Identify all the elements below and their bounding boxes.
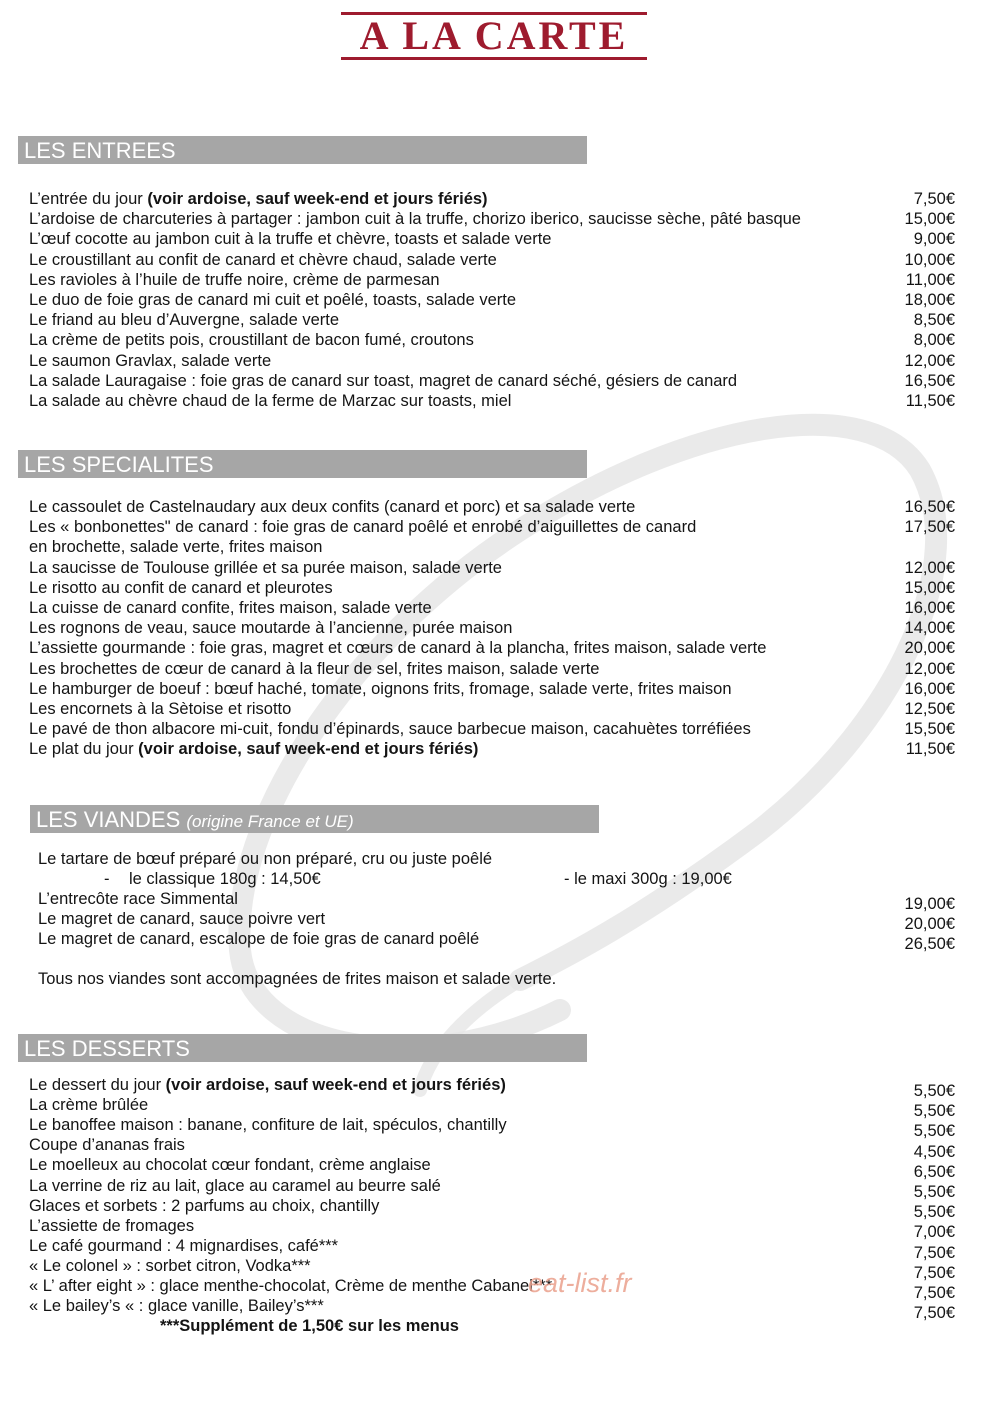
supplement-note: ***Supplément de 1,50€ sur les menus bbox=[160, 1317, 459, 1335]
menu-item-text: Coupe d’ananas frais bbox=[29, 1136, 185, 1155]
menu-item-name bbox=[29, 250, 497, 270]
menu-item-text: Les ravioles à l’huile de truffe noire, crème de parmesan bbox=[29, 270, 440, 289]
menu-item-price: 17,50€ bbox=[904, 518, 955, 537]
menu-item-name bbox=[29, 290, 516, 310]
menu-item-name bbox=[29, 1216, 194, 1236]
menu-item bbox=[29, 1276, 955, 1296]
menu-item-text: Les brochettes de cœur de canard à la fleur de sel, frites maison, salade verte bbox=[29, 659, 600, 678]
menu-item-text: La crème de petits pois, croustillant de bacon fumé, croutons bbox=[29, 331, 474, 350]
menu-item-name bbox=[29, 719, 751, 739]
menu-item-price: 4,50€ bbox=[913, 1142, 955, 1161]
menu-item-name bbox=[29, 517, 696, 537]
menu-item-text: Le duo de foie gras de canard mi cuit et poêlé, toasts, salade verte bbox=[29, 291, 517, 309]
menu-item-price: 20,00€ bbox=[904, 639, 955, 658]
menu-item-note: (voir ardoise, sauf week-end et jours fériés) bbox=[165, 1076, 506, 1094]
tartare-maxi: - le maxi 300g : 19,00€ bbox=[564, 870, 732, 888]
tartare-classique: le classique 180g : 14,50€ bbox=[129, 870, 321, 888]
menu-item-price: 16,00€ bbox=[904, 599, 955, 617]
menu-item bbox=[29, 659, 955, 679]
menu-item-price: 7,50€ bbox=[913, 1284, 955, 1302]
menu-item-price: 11,50€ bbox=[905, 740, 955, 759]
section-header-viandes-sub: (origine France et UE) bbox=[186, 812, 354, 831]
menu-item bbox=[29, 1256, 955, 1276]
menu-item bbox=[29, 270, 955, 290]
menu-item-text: Le cassoulet de Castelnaudary aux deux confits (canard et porc) et sa salade verte bbox=[29, 498, 636, 516]
menu-item bbox=[29, 598, 955, 618]
menu-item-name bbox=[29, 209, 801, 229]
menu-item-name bbox=[29, 371, 737, 391]
menu-item-text: Le saumon Gravlax, salade verte bbox=[29, 351, 272, 370]
menu-item-price: 11,00€ bbox=[905, 270, 955, 289]
menu-item-note: (voir ardoise, sauf week-end et jours fériés) bbox=[138, 740, 479, 759]
menu-item bbox=[29, 1296, 955, 1316]
menu-item-name bbox=[29, 558, 502, 578]
menu-item-price: 15,50€ bbox=[904, 720, 955, 739]
menu-item-name bbox=[29, 1155, 431, 1175]
menu-item bbox=[29, 679, 955, 699]
menu-item-name bbox=[29, 229, 551, 249]
menu-item-name bbox=[29, 618, 512, 638]
menu-item-price: 5,50€ bbox=[913, 1203, 955, 1222]
menu-item-text: La cuisse de canard confite, frites maison, salade verte bbox=[29, 599, 432, 617]
menu-item-price: 12,50€ bbox=[904, 700, 955, 718]
menu-item bbox=[29, 699, 955, 719]
menu-item-price: 7,50€ bbox=[913, 1243, 955, 1262]
menu-item-price: 8,00€ bbox=[913, 331, 955, 350]
menu-item-name bbox=[29, 699, 291, 719]
menu-item-name bbox=[29, 598, 432, 618]
menu-item-text: L’œuf cocotte au jambon cuit à la truffe et chèvre, toasts et salade verte bbox=[29, 230, 552, 249]
menu-item bbox=[29, 1176, 955, 1196]
menu-item-price: 15,00€ bbox=[904, 578, 955, 597]
menu-item-text: Le croustillant au confit de canard et chèvre chaud, salade verte bbox=[29, 250, 497, 269]
menu-item-text: La salade Lauragaise : foie gras de canard sur toast, magret de canard séché, gésiers de canard bbox=[29, 371, 738, 390]
menu-item bbox=[29, 497, 955, 517]
menu-item-price: 10,00€ bbox=[904, 250, 955, 269]
menu-item-price: 11,50€ bbox=[905, 392, 955, 410]
menu-item bbox=[29, 578, 955, 598]
menu-item-name: Le magret de canard, sauce poivre vert bbox=[38, 910, 326, 929]
menu-item-name: Le magret de canard, escalope de foie gras de canard poêlé bbox=[38, 930, 480, 949]
menu-item-text: en brochette, salade verte, frites maison bbox=[29, 538, 323, 557]
menu-item-price: 9,00€ bbox=[913, 230, 955, 249]
menu-item-name bbox=[29, 638, 766, 658]
menu-item-name bbox=[29, 1256, 311, 1276]
menu-item bbox=[29, 391, 955, 411]
watermark-text: eat-list.fr bbox=[528, 1268, 632, 1298]
menu-item-text: Le risotto au confit de canard et pleurotes bbox=[29, 578, 333, 597]
menu-item bbox=[29, 1155, 955, 1175]
menu-item-price: 16,50€ bbox=[904, 371, 955, 390]
menu-item-text: L’ardoise de charcuteries à partager : jambon cuit à la truffe, chorizo iberico, saucisse sèche, pâté basque bbox=[29, 210, 801, 229]
menu-item bbox=[29, 209, 955, 229]
menu-item-name bbox=[29, 659, 599, 679]
menu-item-name bbox=[29, 310, 339, 330]
menu-item bbox=[29, 558, 955, 578]
menu-item-price: 6,50€ bbox=[913, 1162, 955, 1181]
menu-item-text: Les rognons de veau, sauce moutarde à l’ancienne, purée maison bbox=[29, 619, 513, 638]
section-header-viandes bbox=[30, 805, 599, 833]
menu-item-name bbox=[29, 330, 474, 350]
menu-item-price: 5,50€ bbox=[913, 1082, 955, 1100]
menu-item-price: 18,00€ bbox=[904, 291, 955, 309]
menu-item-name bbox=[29, 1115, 507, 1135]
menu-item-text: « Le bailey’s « : glace vanille, Bailey’s*** bbox=[29, 1297, 324, 1316]
menu-item-text: La crème brûlée bbox=[29, 1096, 149, 1115]
menu-item-text: L’entrée du jour bbox=[29, 190, 148, 208]
menu-item-name bbox=[29, 679, 732, 699]
menu-item-text: L’assiette gourmande : foie gras, magret et cœurs de canard à la plancha, frites maison, salade verte bbox=[29, 639, 767, 658]
menu-item bbox=[29, 330, 955, 350]
menu-item-text: « L’ after eight » : glace menthe-chocolat, Crème de menthe Cabanel*** bbox=[29, 1277, 553, 1295]
menu-item bbox=[29, 229, 955, 249]
menu-item-text: L’assiette de fromages bbox=[29, 1216, 195, 1235]
menu-item bbox=[29, 638, 955, 658]
menu-item-name bbox=[29, 739, 478, 759]
section-header-specialites: LES SPECIALITES bbox=[18, 450, 587, 478]
menu-item-name: L’entrecôte race Simmental bbox=[38, 890, 238, 908]
section-header-entrees: LES ENTREES bbox=[18, 136, 587, 164]
menu-item-text: Glaces et sorbets : 2 parfums au choix, chantilly bbox=[29, 1196, 380, 1215]
tartare-dash: - bbox=[104, 870, 110, 888]
menu-item bbox=[29, 189, 955, 209]
menu-item-name bbox=[29, 1276, 552, 1296]
menu-item-price: 16,00€ bbox=[904, 679, 955, 698]
menu-item-name bbox=[29, 1075, 506, 1095]
menu-item-price: 20,00€ bbox=[904, 915, 955, 934]
menu-item-name bbox=[29, 391, 511, 411]
menu-item-name bbox=[29, 578, 333, 598]
menu-item bbox=[29, 537, 955, 557]
menu-item-price: 12,00€ bbox=[904, 351, 955, 370]
menu-item-price: 5,50€ bbox=[913, 1102, 955, 1121]
menu-item bbox=[29, 371, 955, 391]
tartare-description: Le tartare de bœuf préparé ou non préparé, cru ou juste poêlé bbox=[38, 850, 493, 868]
menu-item-name bbox=[29, 189, 488, 209]
menu-item-text: Le plat du jour bbox=[29, 740, 139, 759]
menu-item-text: La verrine de riz au lait, glace au caramel au beurre salé bbox=[29, 1176, 441, 1195]
menu-item-price: 7,50€ bbox=[913, 190, 955, 208]
menu-item-text: Le café gourmand : 4 mignardises, café*** bbox=[29, 1236, 339, 1255]
menu-item bbox=[29, 517, 955, 537]
menu-item-price: 26,50€ bbox=[904, 935, 955, 954]
menu-item-name bbox=[29, 1135, 185, 1155]
menu-item-name bbox=[29, 1296, 324, 1316]
menu-item bbox=[29, 1075, 955, 1095]
menu-item-text: « Le colonel » : sorbet citron, Vodka*** bbox=[29, 1256, 311, 1275]
menu-item bbox=[29, 351, 955, 371]
menu-item-text: Le hamburger de boeuf : bœuf haché, tomate, oignons frits, fromage, salade verte, frites maison bbox=[29, 679, 732, 698]
menu-item-price: 5,50€ bbox=[913, 1183, 955, 1201]
menu-item-name bbox=[29, 351, 271, 371]
menu-item-name bbox=[29, 270, 440, 290]
menu-item bbox=[29, 719, 955, 739]
menu-item bbox=[29, 1095, 955, 1115]
menu-item bbox=[29, 1236, 955, 1256]
menu-item-price: 5,50€ bbox=[913, 1122, 955, 1141]
menu-item-name bbox=[29, 497, 635, 517]
menu-item-text: Le moelleux au chocolat cœur fondant, crème anglaise bbox=[29, 1156, 431, 1175]
menu-item bbox=[29, 1196, 955, 1216]
menu-item-name bbox=[29, 1236, 338, 1256]
menu-item bbox=[29, 739, 955, 759]
menu-item bbox=[29, 310, 955, 330]
menu-item-text: Les encornets à la Sètoise et risotto bbox=[29, 700, 292, 718]
menu-item-price: 15,00€ bbox=[904, 210, 955, 229]
menu-item-price: 12,00€ bbox=[904, 659, 955, 678]
menu-item-price: 7,50€ bbox=[913, 1304, 955, 1323]
menu-item-text: Les « bonbonettes" de canard : foie gras de canard poêlé et enrobé d’aiguillettes de canard bbox=[29, 518, 697, 537]
menu-item-price: 7,00€ bbox=[913, 1223, 955, 1242]
menu-item-note: (voir ardoise, sauf week-end et jours fériés) bbox=[147, 190, 488, 208]
menu-item-text: Le friand au bleu d’Auvergne, salade verte bbox=[29, 311, 340, 330]
section-header-desserts: LES DESSERTS bbox=[18, 1034, 587, 1062]
menu-item-price: 8,50€ bbox=[913, 311, 955, 330]
menu-item-price: 7,50€ bbox=[913, 1263, 955, 1282]
menu-item-price: 19,00€ bbox=[904, 895, 955, 913]
menu-item-text: La salade au chèvre chaud de la ferme de Marzac sur toasts, miel bbox=[29, 392, 512, 410]
viandes-note: Tous nos viandes sont accompagnées de frites maison et salade verte. bbox=[38, 970, 557, 988]
menu-item bbox=[29, 1216, 955, 1236]
menu-item-price: 12,00€ bbox=[904, 558, 955, 577]
menu-item bbox=[29, 250, 955, 270]
page-title: A LA CARTE bbox=[341, 12, 647, 60]
menu-item-text: Le dessert du jour bbox=[29, 1076, 166, 1094]
menu-item-text: La saucisse de Toulouse grillée et sa purée maison, salade verte bbox=[29, 558, 502, 577]
section-header-viandes-title: LES VIANDES bbox=[36, 807, 187, 832]
menu-item-price: 16,50€ bbox=[904, 498, 955, 516]
menu-item bbox=[29, 618, 955, 638]
menu-item-price: 14,00€ bbox=[904, 619, 955, 638]
menu-item-name bbox=[29, 1095, 148, 1115]
menu-item bbox=[29, 1115, 955, 1135]
menu-item-text: Le pavé de thon albacore mi-cuit, fondu d’épinards, sauce barbecue maison, cacahuètes torréfiées bbox=[29, 720, 751, 739]
menu-item bbox=[29, 1135, 955, 1155]
menu-item-name bbox=[29, 1196, 379, 1216]
menu-item-name bbox=[29, 1176, 441, 1196]
menu-item-name bbox=[29, 537, 323, 557]
menu-item bbox=[29, 290, 955, 310]
menu-item-text: Le banoffee maison : banane, confiture de lait, spéculos, chantilly bbox=[29, 1116, 507, 1135]
